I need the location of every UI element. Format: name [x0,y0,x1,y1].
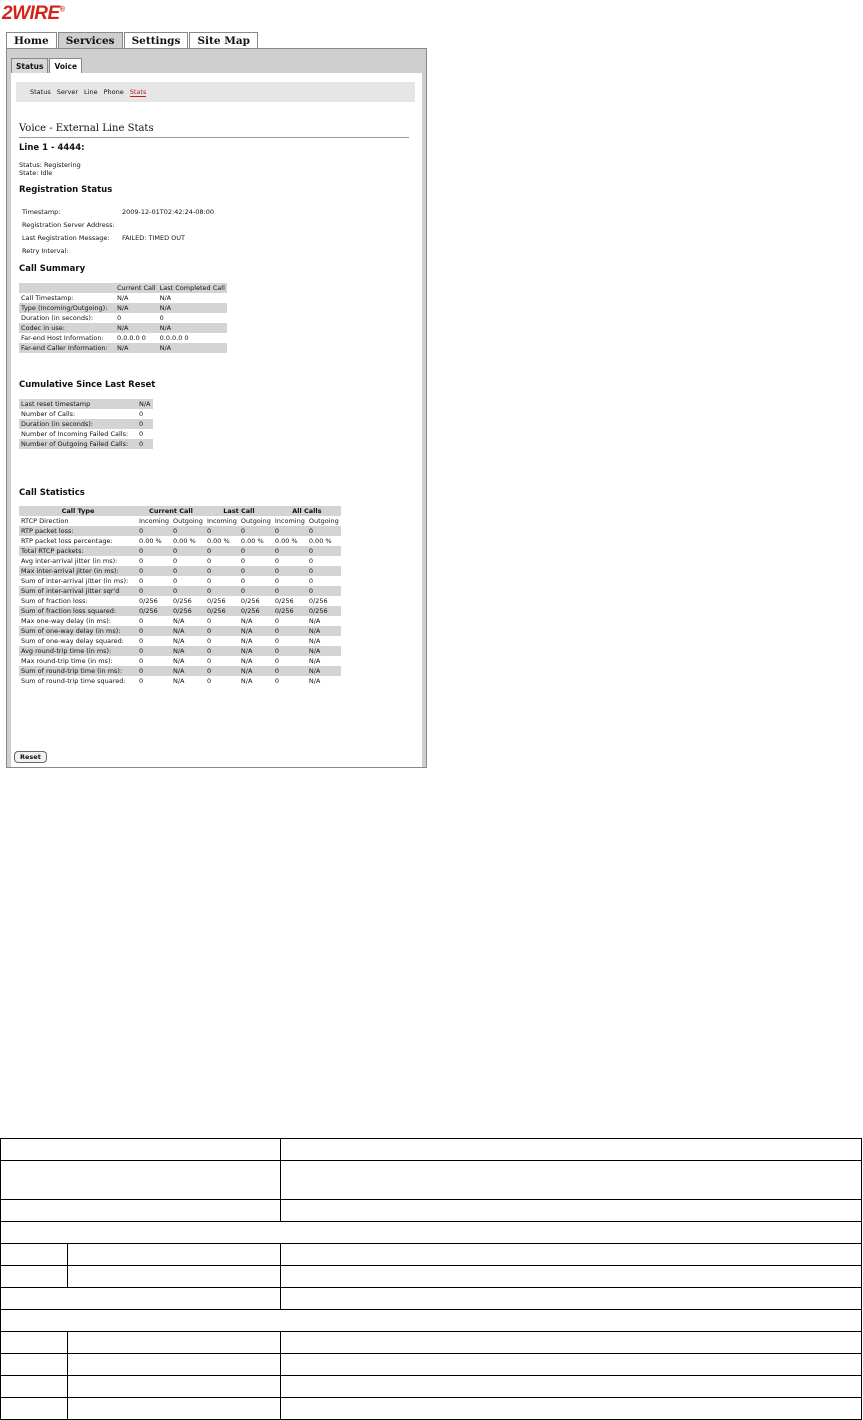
table-cell: 0 [137,566,171,576]
table-cell: 0 [171,546,205,556]
table-cell [1,1288,281,1310]
table-row [19,293,227,303]
table-row [1,1332,862,1354]
table-cell: Number of Calls: [21,410,76,418]
table-cell: Total RTCP packets: [19,546,137,556]
table-cell: N/A [240,617,253,625]
table-cell: 0 [239,586,273,596]
services-subtabs [11,58,83,74]
table-cell: 0/256 [206,597,226,605]
voice-nav-server[interactable]: Server [56,88,79,96]
table-cell: N/A [171,626,205,636]
table-cell [68,1354,281,1376]
voice-subnav [16,82,415,102]
table-cell: Last Call [205,506,273,516]
table-row [19,516,341,526]
table-cell: Max round-trip time (in ms): [21,657,113,665]
table-cell: 0 [139,430,144,438]
table-cell: Call Type [19,506,137,516]
table-cell: N/A [171,666,205,676]
table-cell: 0 [274,577,280,585]
table-cell: 0 [137,646,171,656]
table-cell: Far-end Caller Information: [19,343,115,353]
table-cell: 0 [273,546,307,556]
table-cell: 0.00 % [308,537,332,545]
table-cell: N/A [307,626,341,636]
table-cell: N/A [239,666,273,676]
table-row [1,1376,862,1398]
table-cell: Sum of round-trip time squared: [21,677,126,685]
table-cell: 0 [205,546,239,556]
table-cell: 0.0.0.0 0 [159,334,189,342]
table-cell [68,1266,281,1288]
table-row [19,399,153,409]
table-row [19,536,341,546]
table-row [19,596,341,606]
voice-nav-stats[interactable]: Stats [129,87,147,96]
table-cell [68,1398,281,1420]
table-cell: 0 [274,617,280,625]
cumulative-table [19,399,153,449]
table-cell: 0 [273,666,307,676]
table-cell: N/A [158,323,227,333]
empty-grid-table [0,1138,862,1420]
table-row [19,616,341,626]
table-cell: Outgoing [240,517,271,525]
table-cell: 0.00 % [172,537,196,545]
brand-logo: 2WIRE® [2,3,65,24]
table-row [19,666,341,676]
reg-label: Timestamp: [22,208,61,216]
table-row [1,1161,862,1200]
table-cell: Number of Incoming Failed Calls: [21,430,129,438]
table-cell: All Calls [273,506,341,516]
table-cell: RTCP Direction [21,517,69,525]
table-cell: 0/256 [240,597,260,605]
reset-button[interactable]: Reset [14,751,47,763]
table-row [1,1200,862,1222]
table-cell: N/A [117,294,129,302]
table-cell: N/A [115,323,158,333]
table-row [19,676,341,686]
cumulative-heading: Cumulative Since Last Reset [19,380,156,390]
table-cell: 0 [172,557,178,565]
table-row [19,556,341,566]
table-cell: 0 [205,566,239,576]
table-cell: Sum of round-trip time (in ms): [19,666,137,676]
table-cell: 0 [137,439,153,449]
table-cell: 0 [159,314,164,322]
table-cell: 0 [274,657,280,665]
table-cell: 0 [273,526,307,536]
table-cell: 0/256 [137,606,171,616]
table-cell: 0 [137,586,171,596]
table-cell: N/A [239,626,273,636]
table-cell: Sum of one-way delay squared: [21,637,124,645]
table-cell: 0 [205,626,239,636]
table-cell: 0 [137,526,171,536]
table-row [19,283,227,293]
table-cell: 0 [137,546,171,556]
table-cell: 0 [137,626,171,636]
table-cell: N/A [308,617,321,625]
table-cell: 0.0.0.0 0 [117,334,146,342]
table-cell [68,1332,281,1354]
table-cell: 0 [240,557,246,565]
table-row [19,656,341,666]
table-cell [1,1354,68,1376]
table-cell [281,1139,862,1161]
table-cell [1,1200,281,1222]
subtab-status[interactable]: Status [11,58,48,74]
table-row [1,1288,862,1310]
table-cell [1,1310,862,1332]
table-cell: Sum of fraction loss squared: [19,606,137,616]
table-cell: Outgoing [308,517,339,525]
table-cell: Avg inter-arrival jitter (in ms): [21,557,118,565]
table-cell [281,1161,862,1200]
tab-services[interactable]: Services [58,32,123,48]
table-cell: 0 [206,677,212,685]
table-cell: 0 [308,577,313,585]
table-cell: N/A [307,646,341,656]
table-cell: 0 [205,586,239,596]
table-row [19,333,227,343]
table-cell: N/A [172,677,185,685]
table-row [19,626,341,636]
table-row [1,1266,862,1288]
table-cell: Far-end Host Information: [21,334,104,342]
table-cell [1,1222,862,1244]
line-heading: Line 1 - 4444: [19,143,85,153]
table-cell [281,1288,862,1310]
table-row [19,646,341,656]
main-tabs [6,32,259,48]
table-cell: 0 [117,314,122,322]
table-cell: 0 [139,617,144,625]
table-cell [1,1376,68,1398]
table-cell [68,1376,281,1398]
table-cell [19,283,115,293]
table-cell [281,1398,862,1420]
table-cell: 0 [206,557,212,565]
table-row [19,586,341,596]
table-row [19,506,341,516]
table-cell: 0 [274,557,280,565]
table-cell: 0 [308,557,313,565]
reg-value: FAILED: TIMED OUT [122,234,186,242]
call-statistics-heading: Call Statistics [19,488,85,498]
table-cell: 0 [139,410,144,418]
table-cell: 0.00 % [240,537,264,545]
page-title: Voice - External Line Stats [19,123,409,138]
table-cell: Avg round-trip time (in ms): [19,646,137,656]
table-cell [281,1332,862,1354]
table-cell: 0 [139,557,144,565]
table-cell [1,1244,68,1266]
table-row [19,636,341,646]
table-row [19,313,227,323]
call-statistics-table [19,506,341,686]
table-cell: N/A [115,343,158,353]
table-row [19,526,341,536]
table-cell: 0 [205,646,239,656]
voice-nav-line[interactable]: Line [84,88,98,96]
table-cell: 0 [274,677,280,685]
table-cell: 0 [205,666,239,676]
table-cell: N/A [158,343,227,353]
table-cell: 0 [206,577,212,585]
table-row [1,1139,862,1161]
table-cell: 0/256 [139,597,158,605]
table-cell: 0 [205,526,239,536]
reg-label: Last Registration Message: [22,234,110,242]
table-cell: 0 [171,586,205,596]
table-cell: 0 [139,677,144,685]
table-cell: N/A [239,646,273,656]
table-cell [68,1244,281,1266]
table-cell: 0 [307,586,341,596]
table-cell: Sum of inter-arrival jitter (in ms): [21,577,129,585]
table-cell: 0 [307,546,341,556]
line-status: Status: Registering [19,161,81,169]
table-cell: 0.00 % [206,537,230,545]
table-row [19,303,227,313]
table-cell: 0 [239,546,273,556]
table-cell: 0 [274,637,280,645]
tab-site-map[interactable]: Site Map [189,32,258,48]
table-cell: 0.00 % [139,537,162,545]
reg-value: 2009-12-01T02:42:24-08:00 [122,208,215,216]
table-cell: Current Call [137,506,205,516]
table-cell: 0 [137,419,153,429]
table-cell [281,1200,862,1222]
table-cell: 0.00 % [274,537,298,545]
voice-nav-phone[interactable]: Phone [103,88,124,96]
table-cell: 0/256 [274,597,294,605]
table-cell: Sum of one-way delay (in ms): [19,626,137,636]
table-row [1,1310,862,1332]
table-cell [1,1161,281,1200]
table-cell: Incoming [274,517,305,525]
line-state: State: Idle [19,169,53,177]
table-cell: 0 [139,657,144,665]
table-cell: N/A [172,637,185,645]
table-cell: 0 [171,566,205,576]
table-cell: N/A [158,303,227,313]
table-cell: N/A [308,677,321,685]
table-cell: 0/256 [273,606,307,616]
table-cell: 0/256 [307,606,341,616]
table-cell: 0 [240,577,246,585]
table-cell: N/A [307,666,341,676]
table-cell: 0 [206,617,212,625]
table-cell: 0 [206,637,212,645]
table-cell: Last reset timestamp [19,399,137,409]
table-cell: 0 [137,666,171,676]
table-cell: N/A [115,303,158,313]
table-cell: 0 [139,637,144,645]
table-cell: 0 [273,626,307,636]
table-cell: Codec in use: [19,323,115,333]
table-cell: Number of Outgoing Failed Calls: [19,439,137,449]
table-cell: Duration (in seconds): [21,314,94,322]
table-cell: 0/256 [171,606,205,616]
subtab-voice[interactable]: Voice [49,58,82,74]
table-cell: 0 [273,646,307,656]
table-cell: 0 [171,526,205,536]
table-cell: N/A [240,657,253,665]
table-row [19,566,341,576]
table-cell: Call Timestamp: [21,294,74,302]
table-cell: N/A [308,637,321,645]
table-row [19,409,153,419]
table-cell: Type (Incoming/Outgoing): [19,303,115,313]
table-cell: N/A [172,617,185,625]
call-summary-table [19,283,227,353]
table-row [1,1398,862,1420]
table-row [19,323,227,333]
table-cell: 0 [239,526,273,536]
call-statistics-body [19,526,341,686]
table-cell: Last Completed Call [159,284,225,292]
call-summary-heading: Call Summary [19,264,86,274]
table-row [19,419,153,429]
table-cell: N/A [172,657,185,665]
table-cell: N/A [308,657,321,665]
table-cell: 0 [273,566,307,576]
reg-label: Retry Interval: [22,247,69,255]
table-cell: 0 [139,577,144,585]
table-cell: 0 [172,577,178,585]
table-cell [281,1266,862,1288]
table-cell [281,1244,862,1266]
table-cell: 0/256 [205,606,239,616]
table-row [1,1222,862,1244]
tab-home[interactable]: Home [6,32,57,48]
table-cell: Current Call [117,284,156,292]
table-cell: 0 [307,566,341,576]
table-cell: Outgoing [172,517,203,525]
table-cell: N/A [240,637,253,645]
table-row [1,1244,862,1266]
table-row [19,343,227,353]
registration-heading: Registration Status [19,185,113,195]
tab-settings[interactable]: Settings [124,32,189,48]
table-row [19,606,341,616]
table-cell: Incoming [139,517,169,525]
table-cell: Max inter-arrival jitter (in ms): [19,566,137,576]
table-cell: Incoming [206,517,237,525]
voice-content [11,73,422,767]
table-cell [1,1139,281,1161]
table-cell: 0 [206,657,212,665]
table-row [19,546,341,556]
table-cell: N/A [139,400,151,408]
table-cell: RTP packet loss percentage: [21,537,113,545]
table-cell: RTP packet loss: [19,526,137,536]
table-cell: Sum of inter-arrival jitter sqr'd [19,586,137,596]
table-cell: Max one-way delay (in ms): [21,617,111,625]
reg-label: Registration Server Address: [22,221,115,229]
table-cell [1,1266,68,1288]
table-cell: 0 [239,566,273,576]
table-cell: 0 [273,586,307,596]
table-cell [1,1398,68,1420]
table-row [19,576,341,586]
table-cell [281,1376,862,1398]
table-cell [281,1354,862,1376]
voice-nav-status[interactable]: Status [30,88,51,96]
table-cell: N/A [240,677,253,685]
table-cell: N/A [159,294,172,302]
table-cell: 0/256 [172,597,192,605]
table-cell: 0 [307,526,341,536]
table-cell: N/A [171,646,205,656]
table-row [19,429,153,439]
table-cell [1,1332,68,1354]
table-cell: 0/256 [239,606,273,616]
table-row [1,1354,862,1376]
table-cell: Duration (in seconds): [19,419,137,429]
table-cell: 0/256 [308,597,328,605]
table-cell: Sum of fraction loss: [21,597,88,605]
services-panel [6,48,427,768]
table-row [19,439,153,449]
